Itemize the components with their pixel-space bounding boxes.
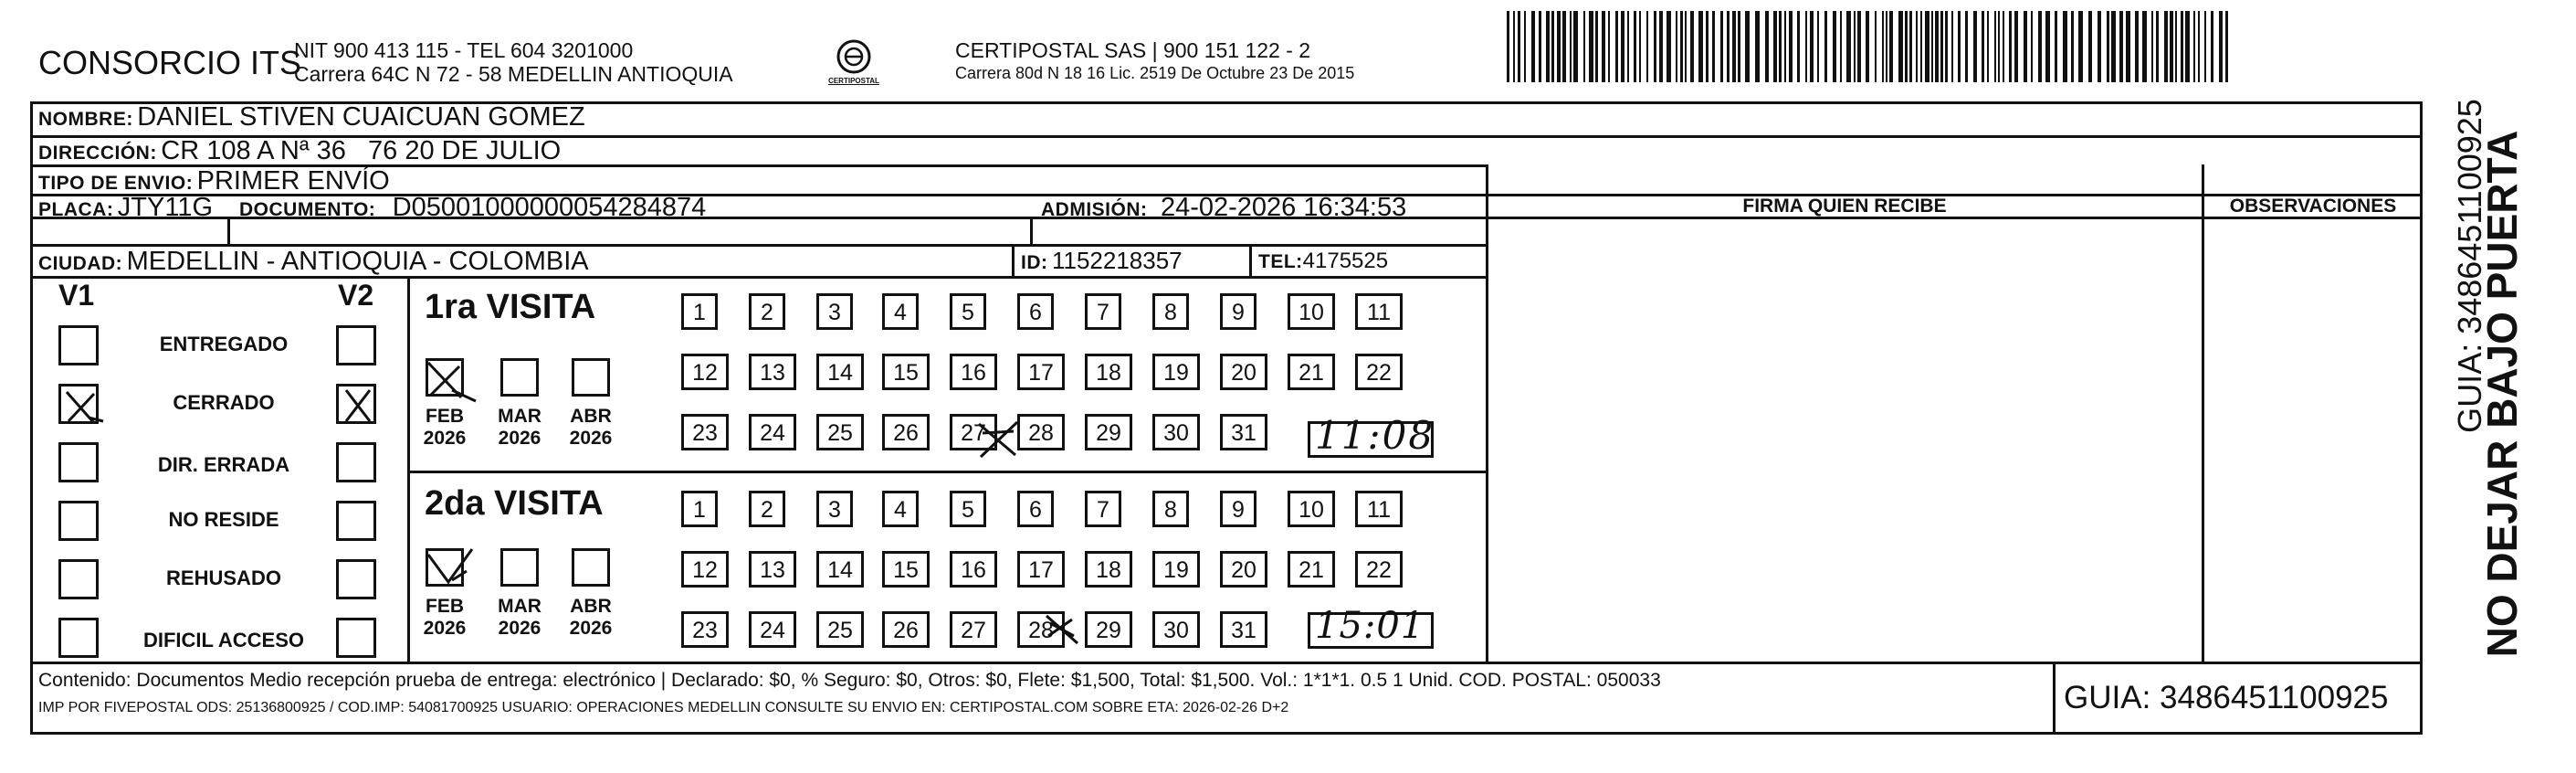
visita1-day-8[interactable]: 8 xyxy=(1152,293,1189,330)
placa-field xyxy=(38,193,213,223)
visita1-day-16[interactable]: 16 xyxy=(950,354,997,390)
v1-entregado-checkbox[interactable] xyxy=(58,325,99,365)
visita1-mar-label: MAR 2026 xyxy=(498,406,541,449)
visita2-day-17[interactable]: 17 xyxy=(1017,551,1065,588)
visita1-day-24[interactable]: 24 xyxy=(749,414,796,450)
ciudad-field xyxy=(38,247,589,277)
footer-guia: GUIA: 3486451100925 xyxy=(2064,680,2389,715)
visita2-day-21[interactable]: 21 xyxy=(1288,551,1335,588)
status-rehusado-label: REHUSADO xyxy=(166,567,281,589)
documento-field xyxy=(239,193,706,223)
visita1-day-7[interactable]: 7 xyxy=(1085,293,1121,330)
certipostal-logo xyxy=(822,37,886,91)
logo-text: CERTIPOSTAL xyxy=(828,77,879,85)
visita1-day-18[interactable]: 18 xyxy=(1085,354,1132,390)
company-nit: NIT 900 413 115 - TEL 604 3201000 xyxy=(294,38,634,62)
visita2-day-16[interactable]: 16 xyxy=(950,551,997,588)
visita1-day-25[interactable]: 25 xyxy=(816,414,864,450)
visita2-day-7[interactable]: 7 xyxy=(1085,491,1121,527)
visita2-day-11[interactable]: 11 xyxy=(1355,491,1403,527)
visita1-day-1[interactable]: 1 xyxy=(681,293,718,330)
visita2-mar-checkbox[interactable] xyxy=(500,548,539,587)
visita1-feb-checkbox[interactable] xyxy=(426,358,464,397)
nombre-row xyxy=(38,102,585,132)
visita1-day-2[interactable]: 2 xyxy=(749,293,785,330)
visita1-day-10[interactable]: 10 xyxy=(1288,293,1335,330)
company-address: Carrera 64C N 72 - 58 MEDELLIN ANTIOQUIA xyxy=(294,62,733,86)
admision-value: 24-02-2026 16:34:53 xyxy=(1160,193,1407,222)
ciudad-label: CIUDAD: xyxy=(38,253,123,274)
v2-cerrado-checkbox[interactable] xyxy=(336,384,376,424)
visita2-day-10[interactable]: 10 xyxy=(1288,491,1335,527)
carrier-name: CERTIPOSTAL SAS | 900 151 122 - 2 xyxy=(955,38,1311,62)
visita1-day-5[interactable]: 5 xyxy=(950,293,986,330)
status-dificil-acceso-label: DIFICIL ACCESO xyxy=(142,629,304,651)
visita1-day-9[interactable]: 9 xyxy=(1220,293,1256,330)
visita2-day-27[interactable]: 27 xyxy=(950,611,997,648)
visita1-abr-label: ABR 2026 xyxy=(569,406,613,449)
tel-field xyxy=(1258,249,1388,274)
documento-value: D05001000000054284874 xyxy=(392,193,707,222)
footer-contenido: Contenido: Documentos Medio recepción prueba de entrega: electrónico | Declarado: $0, % Seguro: $0, Otros: $0, Flete: $1,500, Total: $1,500. Vol.: 1*1*1. 0.5 1 Unid. COD. POSTAL: 050033 xyxy=(38,670,1661,691)
visita1-day-21[interactable]: 21 xyxy=(1288,354,1335,390)
visita2-day-24[interactable]: 24 xyxy=(749,611,796,648)
visita2-handwritten-time: 15:01 xyxy=(1315,605,1425,647)
tel-label: TEL: xyxy=(1258,251,1303,272)
v2-rehusado-checkbox[interactable] xyxy=(336,559,376,599)
v2-dir-errada-checkbox[interactable] xyxy=(336,442,376,482)
tipo-envio-label: TIPO DE ENVIO: xyxy=(38,173,194,194)
visita1-day-26[interactable]: 26 xyxy=(882,414,930,450)
visita2-title: 2da VISITA xyxy=(425,484,604,523)
barcode xyxy=(1507,11,2228,82)
visita2-day-5[interactable]: 5 xyxy=(950,491,986,527)
direccion-label: DIRECCIÓN: xyxy=(38,143,157,164)
visita1-title: 1ra VISITA xyxy=(425,288,596,326)
visita1-day-4[interactable]: 4 xyxy=(882,293,919,330)
visita2-abr-checkbox[interactable] xyxy=(572,548,610,587)
visita2-day-2[interactable]: 2 xyxy=(749,491,785,527)
visita1-feb-label: FEB 2026 xyxy=(423,406,467,449)
v1-rehusado-checkbox[interactable] xyxy=(58,559,99,599)
visita1-day-14[interactable]: 14 xyxy=(816,354,864,390)
visita1-abr-checkbox[interactable] xyxy=(572,358,610,397)
id-label: ID: xyxy=(1021,252,1048,273)
documento-label: DOCUMENTO: xyxy=(239,199,376,220)
visita1-day-22[interactable]: 22 xyxy=(1355,354,1403,390)
id-value: 1152218357 xyxy=(1051,247,1183,274)
v2-label: V2 xyxy=(338,279,374,312)
visita2-day-22[interactable]: 22 xyxy=(1355,551,1403,588)
visita1-day-31[interactable]: 31 xyxy=(1220,414,1267,450)
id-field xyxy=(1021,247,1183,275)
visita2-day-14[interactable]: 14 xyxy=(816,551,864,588)
tel-value: 4175525 xyxy=(1302,249,1389,273)
visita2-day-12[interactable]: 12 xyxy=(681,551,729,588)
visita2-day-1[interactable]: 1 xyxy=(681,491,718,527)
observaciones-area[interactable] xyxy=(2204,219,2422,662)
v1-dificil-acceso-checkbox[interactable] xyxy=(58,618,99,658)
visita1-day-17[interactable]: 17 xyxy=(1017,354,1065,390)
tipo-envio-value: PRIMER ENVÍO xyxy=(196,166,390,196)
v1-no-reside-checkbox[interactable] xyxy=(58,501,99,541)
v2-entregado-checkbox[interactable] xyxy=(336,325,376,365)
visita2-day-25[interactable]: 25 xyxy=(816,611,864,648)
visita1-day-12[interactable]: 12 xyxy=(681,354,729,390)
visita1-day-20[interactable]: 20 xyxy=(1220,354,1267,390)
visita1-day-6[interactable]: 6 xyxy=(1017,293,1054,330)
visita1-day-19[interactable]: 19 xyxy=(1152,354,1200,390)
visita1-day-29[interactable]: 29 xyxy=(1085,414,1132,450)
visita2-day-3[interactable]: 3 xyxy=(816,491,853,527)
nombre-value: DANIEL STIVEN CUAICUAN GOMEZ xyxy=(137,102,585,132)
visita2-feb-checkbox[interactable] xyxy=(426,548,464,587)
placa-value: JTY11G xyxy=(117,193,213,222)
visita2-day-8[interactable]: 8 xyxy=(1152,491,1189,527)
visita2-day-9[interactable]: 9 xyxy=(1220,491,1256,527)
visita1-day-3[interactable]: 3 xyxy=(816,293,853,330)
visita2-mar-label: MAR 2026 xyxy=(498,596,541,639)
direccion-row xyxy=(38,136,561,166)
visita2-day-29[interactable]: 29 xyxy=(1085,611,1132,648)
admision-label: ADMISIÓN: xyxy=(1041,199,1148,220)
signature-area[interactable] xyxy=(1488,219,2201,662)
visita2-day-4[interactable]: 4 xyxy=(882,491,919,527)
v1-dir-errada-checkbox[interactable] xyxy=(58,442,99,482)
visita1-day-30[interactable]: 30 xyxy=(1152,414,1200,450)
visita2-day-18[interactable]: 18 xyxy=(1085,551,1132,588)
carrier-address: Carrera 80d N 18 16 Lic. 2519 De Octubre 23 De 2015 xyxy=(955,64,1355,82)
admision-field xyxy=(1041,193,1406,223)
visita2-day-mark xyxy=(1041,609,1087,651)
v1-cerrado-checkbox[interactable] xyxy=(58,384,99,424)
ciudad-value: MEDELLIN - ANTIOQUIA - COLOMBIA xyxy=(126,247,589,276)
visita2-day-31[interactable]: 31 xyxy=(1220,611,1267,648)
visita1-handwritten-time: 11:08 xyxy=(1315,413,1435,458)
visita2-day-20[interactable]: 20 xyxy=(1220,551,1267,588)
visita2-day-28[interactable]: 28 xyxy=(1017,611,1065,648)
visita2-day-15[interactable]: 15 xyxy=(882,551,930,588)
v2-dificil-acceso-checkbox[interactable] xyxy=(336,618,376,658)
visita2-day-6[interactable]: 6 xyxy=(1017,491,1054,527)
visita2-feb-label: FEB 2026 xyxy=(423,596,467,639)
visita1-day-11[interactable]: 11 xyxy=(1355,293,1403,330)
visita2-day-23[interactable]: 23 xyxy=(681,611,729,648)
visita1-mar-checkbox[interactable] xyxy=(500,358,539,397)
placa-label: PLACA: xyxy=(38,199,114,220)
observaciones-label: OBSERVACIONES xyxy=(2229,196,2397,217)
visita2-day-26[interactable]: 26 xyxy=(882,611,930,648)
status-dir-errada-label: DIR. ERRADA xyxy=(157,453,290,476)
visita1-day-mark xyxy=(973,417,1025,462)
visita2-day-19[interactable]: 19 xyxy=(1152,551,1200,588)
status-cerrado-label: CERRADO xyxy=(173,391,275,414)
status-no-reside-label: NO RESIDE xyxy=(168,508,279,531)
visita2-day-13[interactable]: 13 xyxy=(749,551,796,588)
v2-no-reside-checkbox[interactable] xyxy=(336,501,376,541)
nombre-label: NOMBRE: xyxy=(38,109,133,130)
visita1-day-27[interactable]: 27 xyxy=(950,414,997,450)
visita2-abr-label: ABR 2026 xyxy=(569,596,613,639)
visita1-day-28[interactable]: 28 xyxy=(1017,414,1065,450)
visita1-day-15[interactable]: 15 xyxy=(882,354,930,390)
v1-label: V1 xyxy=(58,279,95,312)
firma-label: FIRMA QUIEN RECIBE xyxy=(1742,196,1947,217)
visita1-day-23[interactable]: 23 xyxy=(681,414,729,450)
status-entregado-label: ENTREGADO xyxy=(159,333,289,355)
visita2-day-30[interactable]: 30 xyxy=(1152,611,1200,648)
direccion-value: CR 108 A Nª 36 76 20 DE JULIO xyxy=(161,136,562,165)
visita1-day-13[interactable]: 13 xyxy=(749,354,796,390)
company-name: CONSORCIO ITS xyxy=(38,44,302,81)
footer-imp: IMP POR FIVEPOSTAL ODS: 25136800925 / COD.IMP: 54081700925 USUARIO: OPERACIONES MEDELLIN CONSULTE SU ENVIO EN: CERTIPOSTAL.COM SOBRE ETA: 2026-02-26 D+2 xyxy=(38,700,1289,715)
